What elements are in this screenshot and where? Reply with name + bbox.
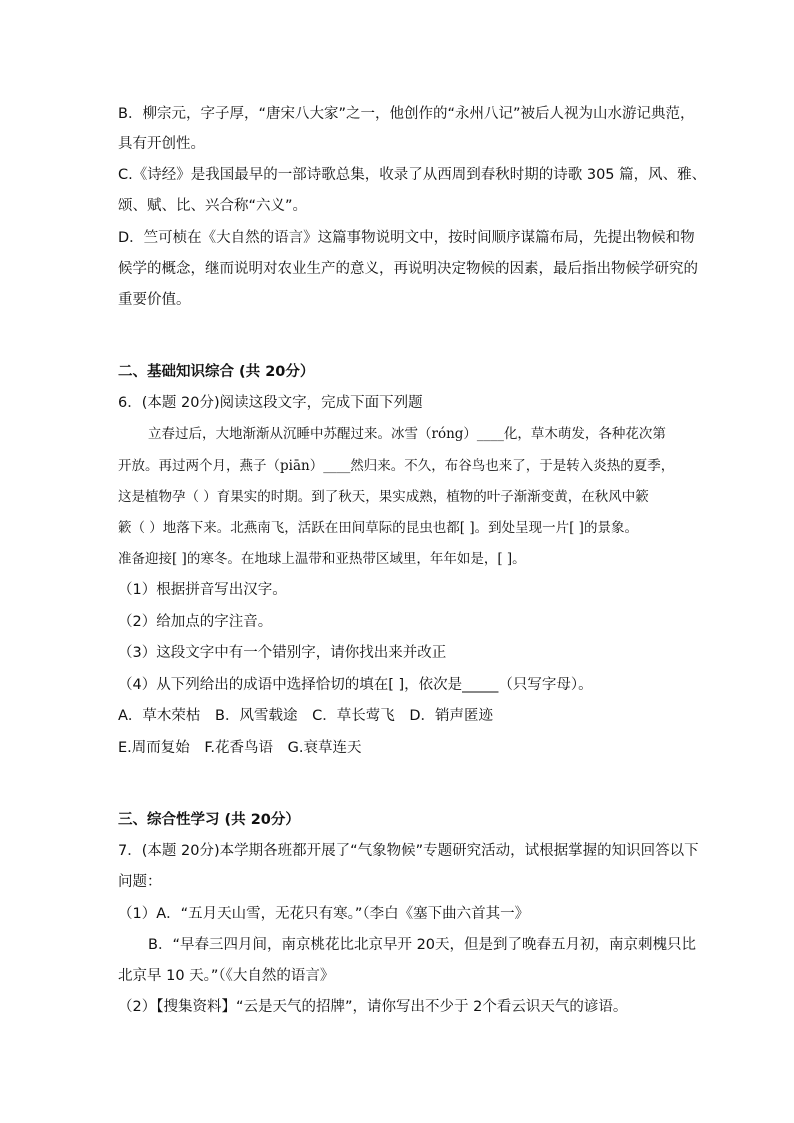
passage-line-4: 簌（ ）地落下来。北燕南飞，活跃在田间草际的昆虫也都[ ]。到处呈现一片[ ]的景象。 <box>118 520 638 536</box>
q7-sub1-b-line2: 北京早 10 天。”（《大自然的语言》 <box>118 968 335 984</box>
option-b-line1: B．柳宗元，字子厚，“唐宋八大家”之一，他创作的“永州八记”被后人视为山水游记典范， <box>118 106 695 122</box>
idiom-option-c: C．草长莺飞 <box>312 708 395 724</box>
q6-sub2: （2）给加点的字注音。 <box>118 614 273 630</box>
passage-line-3: 这是植物孕（ ）育果实的时期。到了秋天，果实成熟，植物的叶子渐渐变黄，在秋风中簌 <box>118 489 649 505</box>
idiom-option-f: F.花香鸟语 <box>204 740 274 756</box>
idiom-options-row2 <box>118 738 371 758</box>
idiom-option-d: D．销声匿迹 <box>409 708 493 724</box>
option-b-line2: 具有开创性。 <box>118 136 205 152</box>
option-d-line2: 候学的概念，继而说明对农业生产的意义，再说明决定物候的因素，最后指出物候学研究的 <box>118 261 698 277</box>
option-d-line3: 重要价值。 <box>118 292 191 308</box>
q7-sub2: （2）【搜集资料】“云是天气的招牌”，请你写出不少于 2个看云识天气的谚语。 <box>118 999 628 1015</box>
q6-sub1: （1）根据拼音写出汉字。 <box>118 582 287 598</box>
question7-line1: 7．(本题 20分)本学期各班都开展了“气象物候”专题研究活动，试根据掌握的知识回答以下 <box>118 843 699 859</box>
q7-sub1-a: （1）A．“五月天山雪，无花只有寒。”（李白《塞下曲六首其一》 <box>118 906 530 922</box>
idiom-option-g: G.衰草连天 <box>287 740 362 756</box>
passage-line-2: 开放。再过两个月，燕子（piān）____然归来。不久，布谷鸟也来了，于是转入炎热的夏季， <box>118 458 675 474</box>
option-c-line2: 颂、赋、比、兴合称“六义”。 <box>118 198 308 214</box>
idiom-option-b: B．风雪载途 <box>215 708 298 724</box>
idiom-option-a: A．草木荣枯 <box>118 708 201 724</box>
option-c-line1: C.《诗经》是我国最早的一部诗歌总集，收录了从西周到春秋时期的诗歌 305 篇，风、雅、 <box>118 167 707 183</box>
question6-stem: 6．(本题 20分)阅读这段文字，完成下面下列题 <box>118 395 423 411</box>
passage-line-1: 立春过后，大地渐渐从沉睡中苏醒过来。冰雪（róng）____化，草木萌发，各种花次第 <box>148 426 666 442</box>
section2-heading: 二、基础知识综合 (共 20分） <box>118 364 315 380</box>
q7-sub1-b-line1: B．“早春三四月间，南京桃花比北京早开 20天，但是到了晚春五月初，南京刺槐只比 <box>148 937 697 953</box>
q6-sub4: （4）从下列给出的成语中选择恰切的填在[ ]，依次是_____（只写字母）。 <box>118 677 593 693</box>
idiom-options-row1 <box>118 706 503 726</box>
idiom-option-e: E.周而复始 <box>118 740 190 756</box>
section3-heading: 三、综合性学习 (共 20分） <box>118 812 300 828</box>
passage-line-5: 准备迎接[ ]的寒冬。在地球上温带和亚热带区域里，年年如是，[ ]。 <box>118 551 526 567</box>
option-d-line1: D．竺可桢在《大自然的语言》这篇事物说明文中，按时间顺序谋篇布局，先提出物候和物 <box>118 230 695 246</box>
question7-line2: 问题： <box>118 874 162 890</box>
q6-sub3: （3）这段文字中有一个错别字，请你找出来并改正 <box>118 645 447 661</box>
